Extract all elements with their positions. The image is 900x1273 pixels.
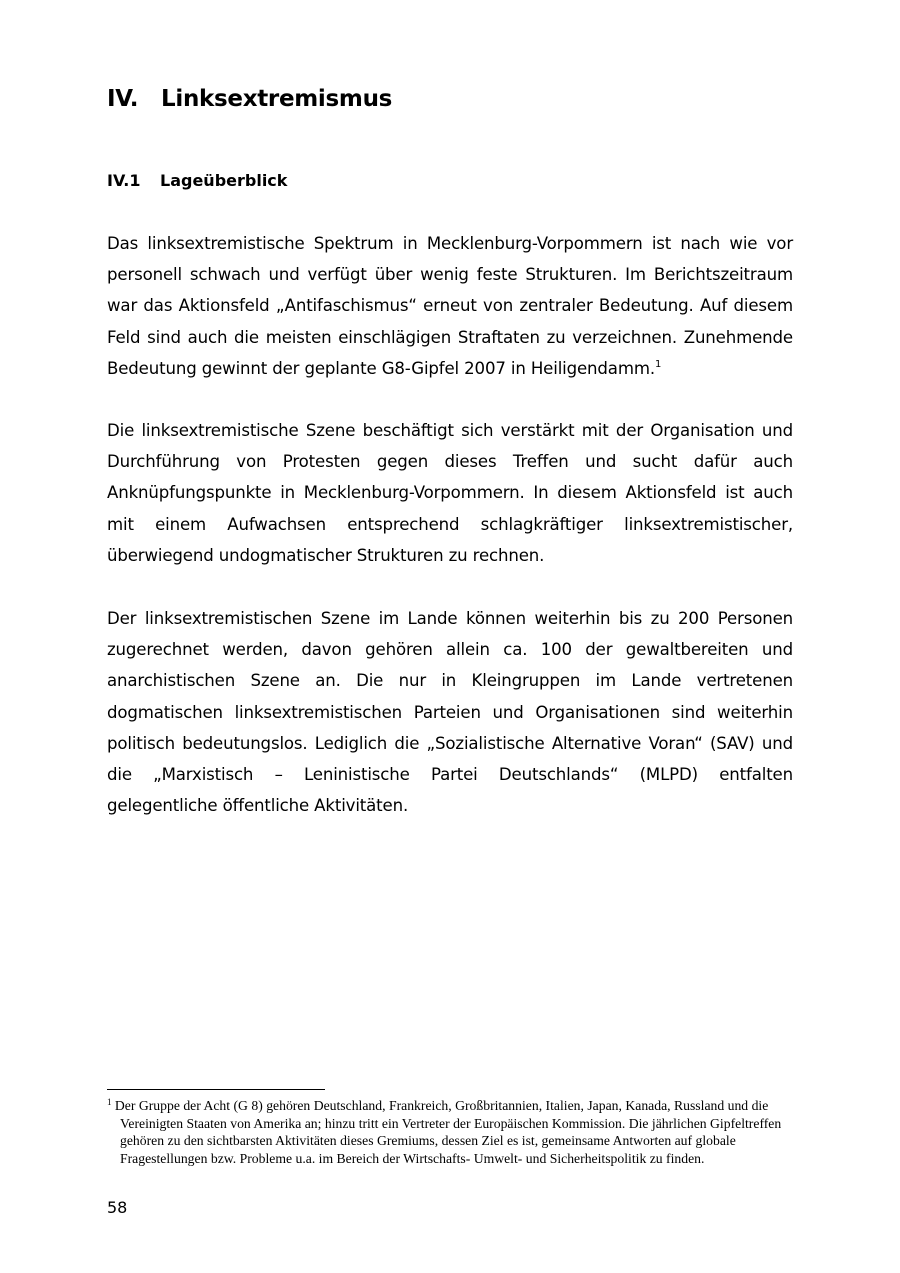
page-number: 58 (107, 1198, 128, 1217)
chapter-title: Linksextremismus (161, 86, 393, 112)
footnote-separator (107, 1089, 325, 1090)
section-heading (107, 171, 287, 190)
footnote-marker: 1 (107, 1097, 112, 1107)
paragraph-overview (107, 228, 793, 384)
paragraph-scene-size: Der linksextremistischen Szene im Lande können weiterhin bis zu 200 Personen zugerechnet werden, davon gehören allein ca. 100 der gewaltbereiten und anarchistischen Szene an. Die nur in Kleingruppen im Lande vertretenen dogmatischen linksextremistischen Parteien und Organisationen sind weiterhin politisch bedeutungslos. Lediglich die „Sozialistische Alternative Voran“ (SAV) und die „Marxistisch – Leninistische Partei Deutschlands“ (MLPD) entfalten gelegentliche öffentliche Aktivitäten. (107, 609, 793, 816)
paragraph-g8-protests: Die linksextremistische Szene beschäftigt sich verstärkt mit der Organisation und Durchführung von Protesten gegen dieses Treffen und sucht dafür auch Anknüpfungspunkte in Mecklenburg-Vorpommern. In diesem Aktionsfeld ist auch mit einem Aufwachsen entsprechend schlagkräftiger linksextremistischer, überwiegend undogmatischer Strukturen zu rechnen. (107, 421, 793, 565)
section-number: IV.1 (107, 171, 141, 190)
chapter-number: IV. (107, 86, 139, 112)
footnote (107, 1097, 793, 1167)
footnote-reference[interactable]: 1 (654, 358, 662, 370)
section-title: Lageüberblick (160, 171, 288, 190)
paragraph-text: Das linksextremistische Spektrum in Mecklenburg-Vorpommern ist nach wie vor personell schwach und verfügt über wenig feste Strukturen. Im Berichtszeitraum war das Aktionsfeld „Antifaschismus“ erneut von zentraler Bedeutung. Auf diesem Feld sind auch die meisten einschlägigen Straftaten zu verzeichnen. Zunehmende Bedeutung gewinnt der geplante G8-Gipfel 2007 in Heiligendamm. (107, 234, 793, 378)
footnote-text: Der Gruppe der Acht (G 8) gehören Deutschland, Frankreich, Großbritannien, Italien, Japan, Kanada, Russland und die Vereinigten Staaten von Amerika an; hinzu tritt ein Vertreter der Europäischen Kommission. Die jährlichen Gipfeltreffen gehören zu den sichtbarsten Aktivitäten dieses Gremiums, dessen Ziel es ist, gemeinsame Antworten auf globale Fragestellungen bzw. Probleme u.a. im Bereich der Wirtschafts- Umwelt- und Sicherheitspolitik zu finden. (114, 1098, 782, 1166)
chapter-heading (107, 86, 392, 112)
